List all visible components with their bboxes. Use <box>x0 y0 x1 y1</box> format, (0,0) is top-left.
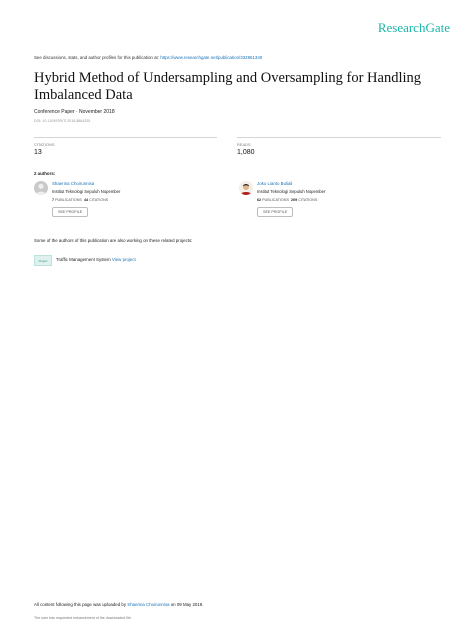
reads-label: READS <box>237 143 251 147</box>
author-photo <box>239 181 253 195</box>
author-name[interactable]: Shaerina Choirunnisa <box>52 181 95 186</box>
author-publications-label: PUBLICATIONS <box>262 198 289 202</box>
header-note-text: See discussions, stats, and author profiles for this publication at: <box>34 55 159 60</box>
related-projects-heading: Some of the authors of this publication are also working on these related projects: <box>34 238 193 243</box>
author-name[interactable]: Joko Lianto Buliali <box>257 181 293 186</box>
author-stats <box>52 198 108 202</box>
project-name: Traffic Management System <box>56 257 111 262</box>
upload-note-prefix: All content following this page was uploaded by <box>34 602 127 607</box>
upload-note <box>34 602 203 607</box>
reads-value: 1,080 <box>237 149 255 156</box>
author-publications-label: PUBLICATIONS <box>55 198 82 202</box>
upload-note-suffix: on 09 May 2019. <box>170 602 204 607</box>
stats-divider-right <box>237 137 441 138</box>
author-avatar[interactable] <box>239 181 253 195</box>
author-avatar[interactable] <box>34 181 48 195</box>
author-citations-count: 209 <box>290 198 298 202</box>
citations-value: 13 <box>34 149 42 156</box>
author-stats <box>257 198 317 202</box>
paper-doi: DOI: 10.1109/ISRITI.2018.8864335 <box>34 119 91 123</box>
author-affiliation: Institut Teknologi Sepuluh Nopember <box>257 189 326 194</box>
header-note <box>34 55 262 60</box>
view-project-link[interactable]: View project <box>111 257 136 262</box>
stats-divider-left <box>34 137 217 138</box>
see-profile-button[interactable]: SEE PROFILE <box>257 207 293 217</box>
publication-link[interactable]: https://www.researchgate.net/publication/332861340 <box>160 55 263 60</box>
citations-label: CITATIONS <box>34 143 55 147</box>
project-item <box>56 257 136 262</box>
author-citations-label: CITATIONS <box>298 198 318 202</box>
author-publications-count: 7 <box>52 198 55 202</box>
paper-type-date: Conference Paper · November 2018 <box>34 109 115 115</box>
project-thumbnail[interactable]: Project <box>34 255 52 266</box>
enhancement-note: The user has requested enhancement of the downloaded file. <box>34 616 132 620</box>
paper-title: Hybrid Method of Undersampling and Oversampling for Handling Imbalanced Data <box>34 70 421 103</box>
default-avatar-icon <box>34 181 48 195</box>
author-citations-label: CITATIONS <box>89 198 109 202</box>
see-profile-button[interactable]: SEE PROFILE <box>52 207 88 217</box>
researchgate-logo[interactable]: ResearchGate <box>377 20 450 35</box>
author-publications-count: 62 <box>257 198 262 202</box>
author-affiliation: Institut Teknologi Sepuluh Nopember <box>52 189 121 194</box>
authors-heading: 2 authors: <box>34 171 56 176</box>
author-citations-count: 44 <box>83 198 89 202</box>
uploader-link[interactable]: Shaerina Choirunnisa <box>127 602 170 607</box>
